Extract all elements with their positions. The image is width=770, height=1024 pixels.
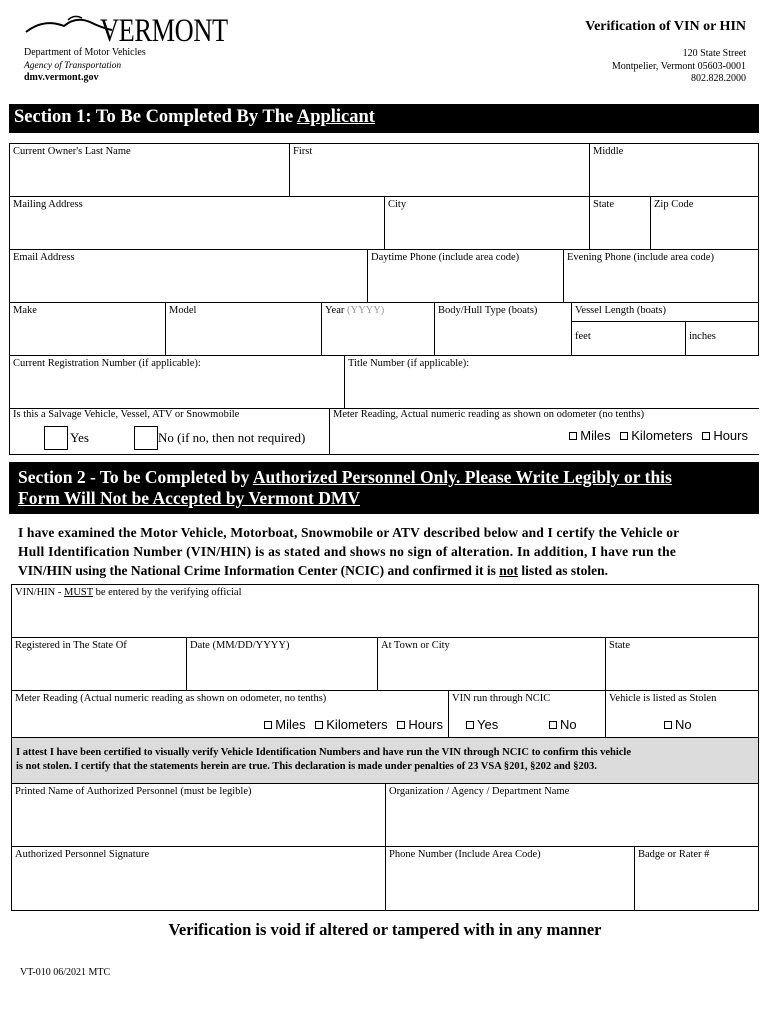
unit-options-1[interactable]: Miles Kilometers Hours <box>569 428 748 443</box>
km-checkbox[interactable] <box>620 432 628 440</box>
certification-statement: I have examined the Motor Vehicle, Motorboat, Snowmobile or ATV described below and I certify the Vehicle or Hull Identification Number (VIN/HIN) is as stated and shows no sign of alteration. In addition, I have run the VIN/HIN using the National Crime Information Center (NCIC) and confirmed it is not listed as stolen. <box>18 525 680 578</box>
listed-stolen-cell: Vehicle is listed as Stolen No <box>606 691 759 738</box>
organization-cell[interactable]: Organization / Agency / Department Name <box>386 784 759 847</box>
printed-name-cell[interactable]: Printed Name of Authorized Personnel (must be legible) <box>12 784 386 847</box>
body-hull-cell[interactable]: Body/Hull Type (boats) <box>435 303 572 356</box>
miles-2-checkbox[interactable] <box>264 721 272 729</box>
section-1-form <box>9 143 759 454</box>
section-1-bottom-border <box>9 454 759 455</box>
vin-hin-cell[interactable]: VIN/HIN - MUST be entered by the verifying official <box>12 585 759 638</box>
logo-text: VERMONT <box>100 13 228 49</box>
model-cell[interactable]: Model <box>166 303 322 356</box>
evening-phone-cell[interactable]: Evening Phone (include area code) <box>564 250 759 303</box>
date-cell[interactable]: Date (MM/DD/YYYY) <box>187 638 378 691</box>
section-1-title: Section 1: To Be Completed By The <box>14 107 297 127</box>
hours-checkbox[interactable] <box>702 432 710 440</box>
dmv-phone: 802.828.2000 <box>691 73 746 84</box>
year-cell[interactable] <box>322 303 435 356</box>
stolen-no-option[interactable]: No <box>664 717 692 732</box>
town-city-cell[interactable]: At Town or City <box>378 638 606 691</box>
state-2-cell[interactable]: State <box>606 638 759 691</box>
daytime-phone-cell[interactable]: Daytime Phone (include area code) <box>368 250 564 303</box>
agency-name: Agency of Transportation <box>24 61 122 71</box>
phone-number-cell[interactable]: Phone Number (Include Area Code) <box>386 847 635 911</box>
section-1-applicant: Applicant <box>296 107 375 127</box>
make-cell[interactable]: Make <box>10 303 166 356</box>
section-1-header <box>9 104 759 133</box>
year-label: Year <box>325 305 345 316</box>
km-2-checkbox[interactable] <box>315 721 323 729</box>
section-2-title: Section 2 - To be Completed by <box>18 467 253 487</box>
badge-cell[interactable]: Badge or Rater # <box>635 847 759 911</box>
title-number-cell[interactable]: Title Number (if applicable): <box>345 356 759 409</box>
salvage-yes-label: Yes <box>70 430 89 445</box>
ncic-no-option[interactable]: No <box>549 717 577 732</box>
registration-number-cell[interactable]: Current Registration Number (if applicable): <box>10 356 345 409</box>
first-name-cell[interactable]: First <box>290 144 590 197</box>
email-cell[interactable]: Email Address <box>10 250 368 303</box>
vermont-logo <box>24 10 239 50</box>
zip-cell[interactable]: Zip Code <box>651 197 759 250</box>
state-cell[interactable]: State <box>590 197 651 250</box>
meter-reading-2-cell[interactable]: Meter Reading (Actual numeric reading as shown on odometer, no tenths) Miles Kilometers Hours <box>12 691 449 738</box>
salvage-question: Is this a Salvage Vehicle, Vessel, ATV or Snowmobile Yes No (if no, then not required) <box>10 409 328 455</box>
section-2-header: Section 2 - To be Completed by Authorized Personnel Only. Please Write Legibly or this Form Will Not be Accepted by Vermont DMV <box>9 462 759 514</box>
salvage-no-label: No (if no, then not required) <box>158 430 306 445</box>
salvage-no-checkbox[interactable] <box>134 426 158 450</box>
section-2-right-border <box>758 584 759 911</box>
signature-cell[interactable]: Authorized Personnel Signature <box>12 847 386 911</box>
address-line-2: Montpelier, Vermont 05603-0001 <box>611 61 746 72</box>
mailing-address-cell[interactable]: Mailing Address <box>10 197 385 250</box>
hours-2-checkbox[interactable] <box>397 721 405 729</box>
dept-name: Department of Motor Vehicles <box>24 47 146 58</box>
city-cell[interactable]: City <box>385 197 590 250</box>
middle-name-cell[interactable]: Middle <box>590 144 759 197</box>
form-title: Verification of VIN or HIN <box>585 19 746 34</box>
attestation-block: I attest I have been certified to visually verify Vehicle Identification Numbers and have run the VIN through NCIC to confirm this vehicle is not stolen. I certify that the statements herein are true. This declaration is made under penalties of 23 VSA §201, §202 and §203. <box>12 738 759 784</box>
form-id: VT-010 06/2021 MTC <box>20 967 111 978</box>
address-line-1: 120 State Street <box>682 48 746 59</box>
vessel-length-cell: Vessel Length (boats) feet inches <box>572 303 759 356</box>
last-name-cell[interactable]: Current Owner's Last Name <box>10 144 290 197</box>
miles-checkbox[interactable] <box>569 432 577 440</box>
vin-ncic-cell: VIN run through NCIC Yes No <box>449 691 606 738</box>
salvage-yes-checkbox[interactable] <box>44 426 68 450</box>
inches-field[interactable]: inches <box>686 321 759 356</box>
registered-state-cell[interactable]: Registered in The State Of <box>12 638 187 691</box>
ncic-yes-option[interactable]: Yes <box>466 717 498 732</box>
website: dmv.vermont.gov <box>24 72 99 83</box>
section-2-form <box>11 584 759 911</box>
meter-reading-cell[interactable]: Meter Reading, Actual numeric reading as shown on odometer (no tenths) Miles Kilometers Hours <box>329 409 760 455</box>
year-hint: (YYYY) <box>346 305 385 316</box>
unit-options-2[interactable]: Miles Kilometers Hours <box>264 717 443 732</box>
feet-field[interactable]: feet <box>572 321 686 356</box>
void-note: Verification is void if altered or tampered with in any manner <box>168 920 602 939</box>
